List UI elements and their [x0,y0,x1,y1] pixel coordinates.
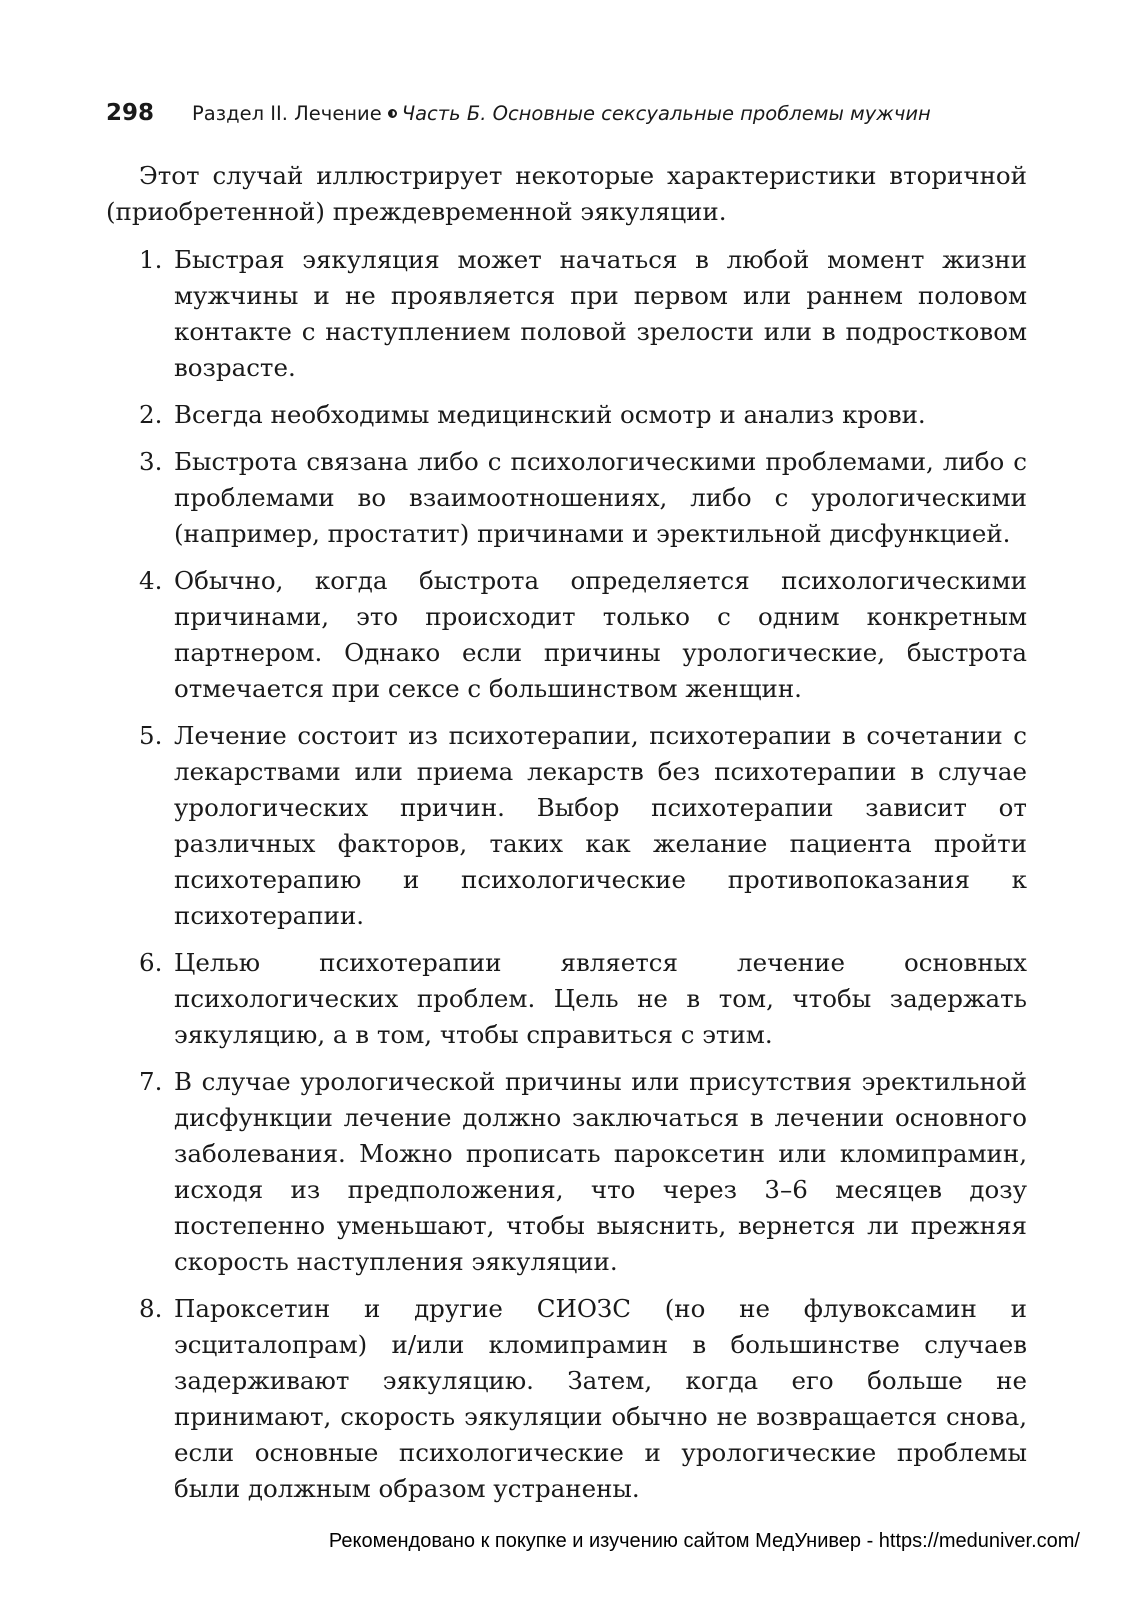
list-item [106,242,1027,386]
list-item-number: 2. [139,400,163,429]
list-item-text: Всегда необходимы медицинский осмотр и анализ крови. [174,400,926,429]
list-item-number: 6. [139,948,163,977]
half-circle-separator-icon [388,109,397,118]
page-body [106,158,1027,1518]
page-number: 298 [106,100,155,126]
intro-paragraph: Этот случай иллюстрирует некоторые характеристики вторичной (приобретенной) преждевременной эякуляции. [106,161,1027,226]
running-header [106,100,1026,136]
list-item-text: Целью психотерапии является лечение основных психологических проблем. Цель не в том, чтобы задержать эякуляцию, а в том, чтобы справиться с этим. [174,948,1027,1049]
list-item-number: 4. [139,566,163,595]
part-title: Часть Б. Основные сексуальные проблемы мужчин [401,102,931,125]
list-item [106,945,1027,1053]
list-item-text: Быстрая эякуляция может начаться в любой момент жизни мужчины и не проявляется при первом или раннем половом контакте с наступлением половой зрелости или в подростковом возрасте. [174,245,1027,382]
list-item [106,397,1027,433]
section-title: Раздел II. Лечение [192,102,382,125]
list-item [106,444,1027,552]
footer-watermark: Рекомендовано к покупке и изучению сайтом МедУнивер - https://meduniver.com/ [328,1530,1080,1552]
list-item [106,1064,1027,1280]
list-item-text: Пароксетин и другие СИОЗС (но не флувоксамин и эсциталопрам) и/или кломипрамин в большинстве случаев задерживают эякуляцию. Затем, когда его больше не принимают, скорость эякуляции обычно не возвращается снова, если основные психологические и урологические проблемы были должным образом устранены. [174,1294,1027,1503]
list-item [106,1291,1027,1507]
list-item-text: Лечение состоит из психотерапии, психотерапии в сочетании с лекарствами или приема лекарств без психотерапии в случае урологических причин. Выбор психотерапии зависит от различных факторов, таких как желание пациента пройти психотерапию и психологические противопоказания к психотерапии. [174,721,1027,930]
numbered-list [106,242,1027,1507]
list-item-number: 3. [139,447,163,476]
list-item-text: Обычно, когда быстрота определяется психологическими причинами, это происходит только с одним конкретным партнером. Однако если причины урологические, быстрота отмечается при сексе с большинством женщин. [174,566,1027,703]
list-item-number: 8. [139,1294,163,1323]
list-item-text: В случае урологической причины или присутствия эректильной дисфункции лечение должно заключаться в лечении основного заболевания. Можно прописать пароксетин или кломипрамин, исходя из предположения, что через 3–6 месяцев дозу постепенно уменьшают, чтобы выяснить, вернется ли прежняя скорость наступления эякуляции. [174,1067,1027,1276]
list-item-number: 7. [139,1067,163,1096]
list-item [106,718,1027,934]
list-item-number: 1. [139,245,163,274]
list-item [106,563,1027,707]
list-item-number: 5. [139,721,163,750]
list-item-text: Быстрота связана либо с психологическими проблемами, либо с проблемами во взаимоотношениях, либо с урологическими (например, простатит) причинами и эректильной дисфункцией. [174,447,1027,548]
